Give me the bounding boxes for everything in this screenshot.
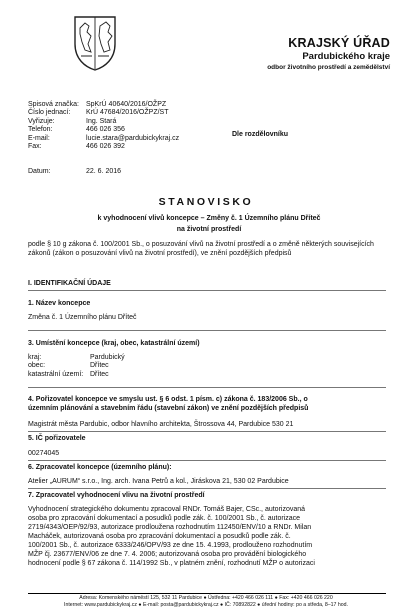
location-table [28, 354, 125, 379]
date-row [28, 168, 121, 175]
section-heading: 3. Umístění koncepce (kraj, obec, katastrální území) [28, 340, 200, 347]
section-text: 00274045 [28, 450, 60, 457]
reference-details [28, 101, 246, 151]
section-text: Atelier „AURUM“ s.r.o., Ing. arch. Ivana Petrů a kol., Jiráskova 21, 530 02 Pardubice [28, 478, 289, 485]
coat-of-arms-icon [72, 14, 118, 72]
document-title: STANOVISKO [158, 196, 254, 208]
divider [28, 431, 386, 432]
meta-row: Číslo jednací: KrÚ 47684/2016/OŽPZ/ST [28, 109, 169, 117]
meta-row: Telefon: 466 026 356 [28, 126, 125, 134]
section-heading: I. IDENTIFIKAČNÍ ÚDAJE [28, 280, 111, 287]
footer-divider [28, 593, 386, 594]
meta-row: Spisová značka: SpKrÚ 40640/2016/OŽPZ [28, 101, 167, 108]
section-text: Magistrát města Pardubic, odbor hlavního architekta, Štrossova 44, Pardubice 530 21 [28, 421, 294, 428]
authority-name: KRAJSKÝ ÚŘAD [288, 36, 390, 50]
divider [28, 387, 386, 388]
authority-block [267, 36, 390, 73]
meta-row: Vyřizuje: Ing. Stará [28, 117, 117, 125]
divider [28, 488, 386, 489]
authority-region: Pardubického kraje [302, 51, 390, 62]
section-heading: 5. IČ pořizovatele [28, 435, 86, 442]
footer-contacts: Internet: www.pardubickykraj.cz ● E-mail: posta@pardubickykraj.cz ● IČ: 70892822 ● úřední hodiny: po a středa, 8–17 hod. [64, 602, 348, 608]
section-heading: 4. Pořizovatel koncepce ve smyslu ust. § 6 odst. 1 písm. c) zákona č. 183/2006 Sb., o územním plánování a stavebním řádu (stavební zákon) ve znění pozdějších předpisů [28, 396, 309, 412]
document-subtitle: k vyhodnocení vlivů koncepce – Změny č. 1 Územního plánu Dříteč na životní prostředí [97, 215, 321, 233]
divider [28, 330, 386, 331]
location-row: obec: Dřítec [28, 362, 109, 370]
date-value: 22. 6. 2016 [86, 168, 122, 175]
meta-row: E-mail: lucie.stara@pardubickykraj.cz [28, 135, 246, 143]
intro-paragraph: podle § 10 g zákona č. 100/2001 Sb., o posuzování vlivů na životní prostředí a o změně některých souvisejících zákonů (zákon o posuzování vlivů na životní prostředí), ve znění pozdějších předpisů [28, 241, 374, 257]
section-heading: 6. Zpracovatel koncepce (územního plánu): [28, 464, 172, 471]
meta-row: Fax: 466 026 392 [28, 143, 125, 151]
location-row: kraj: Pardubický [28, 354, 125, 361]
divider [28, 290, 386, 291]
section-heading: 1. Název koncepce [28, 300, 91, 307]
section-text: Vyhodnocení strategického dokumentu zpracoval RNDr. Tomáš Bajer, CSc., autorizovaná osoba pro zpracování dokumentací a posudků podle zák. č. 100/2001 Sb., č. autorizace 2719/4343/OEP/92/93, autorizace prodloužena rozhodnutím 112450/ENV/10 a RNDr. Milan Macháček, autorizovaná osoba pro zpracování dokumentací a posudků podle zák. č. 100/2001 Sb., č. autorizace 6333/246/OPV/93 ze dne 15. 4.1993, prodlouženo rozhodnutím MŽP čj. 23677/ENV/06 ze dne 7. 4. 2006; autorizovaná osoba pro provádění biologického hodnocení podle § 67 zákona č. 114/1992 Sb., v platném znění, rozhodnutí MŽP o autorizaci [28, 506, 315, 567]
date-label: Datum: [28, 168, 51, 175]
divider [28, 460, 386, 461]
footer-address: Adresa: Komenského náměstí 125, 532 11 Pardubice ● Ústředna: +420 466 026 111 ● Fax: +420 466 026 220 [79, 595, 333, 601]
email-link[interactable]: lucie.stara@pardubickykraj.cz [86, 134, 180, 142]
section-heading: 7. Zpracovatel vyhodnocení vlivu na životní prostředí [28, 492, 205, 499]
recipient: Dle rozdělovníku [232, 131, 289, 138]
section-text: Změna č. 1 Územního plánu Dříteč [28, 314, 137, 321]
location-row: katastrální území: Dřítec [28, 370, 109, 378]
authority-department: odbor životního prostředí a zemědělství [267, 64, 390, 71]
